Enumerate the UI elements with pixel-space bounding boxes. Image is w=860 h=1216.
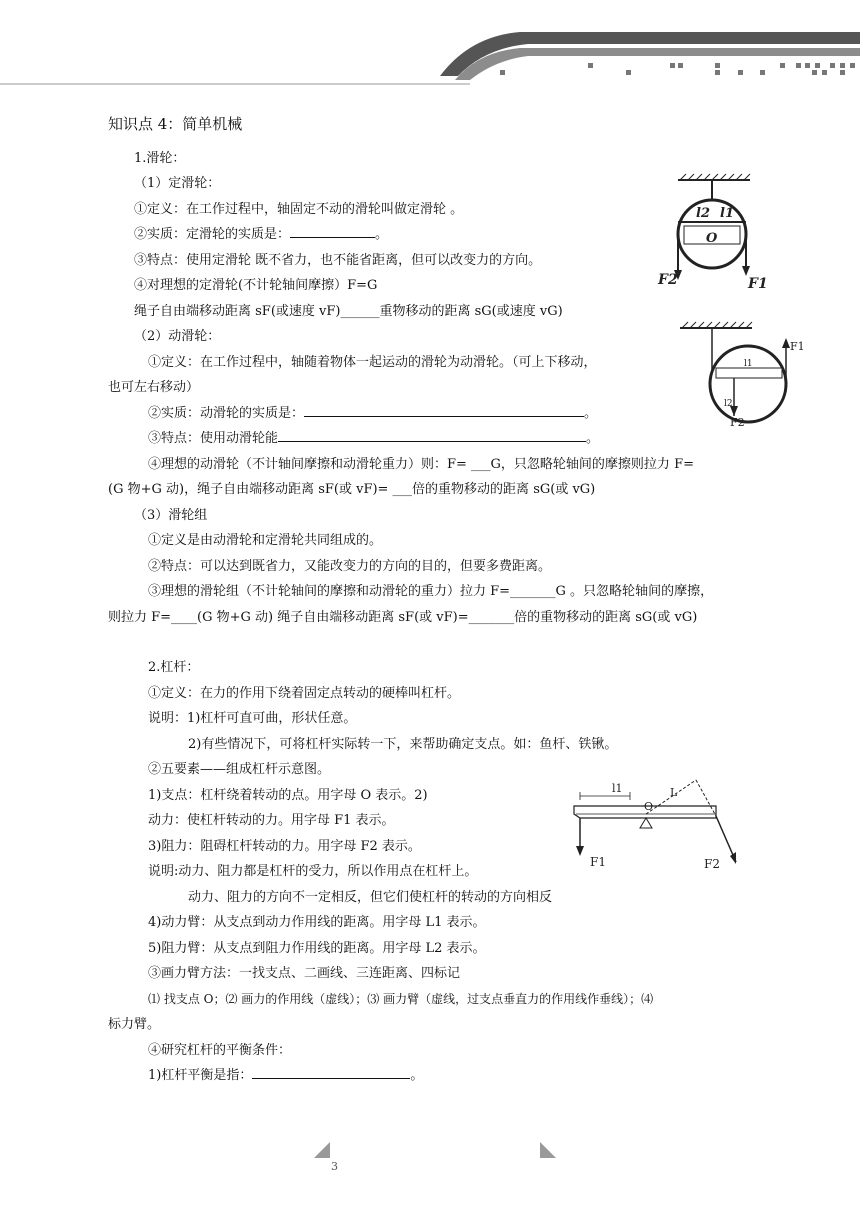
lever-resistance-arm: 5)阻力臂：从支点到阻力作用线的距离。用字母 L2 表示。	[148, 940, 486, 956]
lever-effort-arm: 4)动力臂：从支点到动力作用线的距离。用字母 L1 表示。	[148, 915, 486, 930]
label-l1: l1	[720, 206, 734, 221]
fixed-pulley-figure	[650, 172, 770, 296]
lever-definition: ①定义：在力的作用下绕着固定点转动的硬棒叫杠杆。	[148, 685, 461, 701]
movable-pulley-ideal: ④理想的动滑轮（不计轴间摩擦和动滑轮重力）则：F= ___G，只忽略轮轴间的摩擦则拉力 F=	[148, 456, 694, 472]
lever-arm-steps-cont: 标力臂。	[108, 1017, 161, 1032]
lever-note-3: 说明:动力、阻力都是杠杆的受力，所以作用点在杠杆上。	[148, 864, 478, 879]
pulley-heading: 1.滑轮：	[134, 150, 186, 166]
label-o: O	[644, 800, 654, 813]
lever-balance-heading: ④研究杠杆的平衡条件：	[148, 1042, 292, 1058]
prev-page-triangle-icon	[312, 1140, 332, 1160]
label-l2: l2	[696, 206, 710, 221]
next-page-triangle-icon	[538, 1140, 558, 1160]
label-f1: F1	[790, 340, 805, 353]
lever-arm-method: ③画力臂方法：一找支点、二画线、三连距离、四标记	[148, 966, 461, 981]
page-number: 3	[331, 1160, 338, 1173]
pulley-group-ideal: ③理想的滑轮组（不计轮轴间的摩擦和动滑轮的重力）拉力 F=_______G 。只忽略轮轴间的摩擦，	[148, 584, 714, 599]
label-l1: l1	[744, 359, 753, 369]
fill-blank[interactable]	[304, 402, 584, 417]
fixed-pulley-feature: ③特点：使用定滑轮 既不省力，也不能省距离，但可以改变力的方向。	[134, 252, 542, 268]
lever-effort: 动力：使杠杆转动的力。用字母 F1 表示。	[148, 813, 395, 828]
pulley-group-feature: ②特点：可以达到既省力，又能改变力的方向的目的，但要多费距离。	[148, 558, 552, 574]
fixed-pulley-essence: ②实质：定滑轮的实质是： 。	[108, 222, 788, 248]
fill-blank[interactable]	[290, 223, 375, 238]
movable-pulley-heading: （2）动滑轮：	[134, 329, 221, 344]
lever-arm-steps: ⑴ 找支点 O；⑵ 画力的作用线（虚线）；⑶ 画力臂（虚线，过支点垂直力的作用线作垂线）；⑷	[148, 991, 654, 1006]
pulley-group-definition: ①定义是由动滑轮和定滑轮共同组成的。	[148, 533, 383, 548]
fill-blank[interactable]	[252, 1064, 410, 1079]
lever-figure	[566, 770, 746, 876]
lever-balance-definition: 1)杠杆平衡是指： 。	[108, 1063, 788, 1089]
lever-note-2: 2)有些情况下，可将杠杆实际转一下，来帮助确定支点。如：鱼杆、铁锹。	[188, 736, 618, 752]
label-f2: F2	[730, 416, 745, 429]
lever-note-1: 说明：1)杠杆可直可曲，形状任意。	[148, 711, 357, 726]
movable-pulley-definition: ①定义：在工作过程中，轴随着物体一起运动的滑轮为动滑轮。（可上下移动，	[148, 354, 597, 370]
fixed-pulley-ideal: ④对理想的定滑轮(不计轮轴间摩擦）F=G	[134, 278, 378, 293]
label-o: O	[706, 231, 718, 246]
label-f2: F2	[704, 857, 720, 871]
page-header-band	[0, 0, 860, 90]
label-l1: l1	[612, 782, 623, 795]
lever-fulcrum: 1)支点：杠杆绕着转动的点。用字母 O 表示。2)	[148, 787, 428, 803]
lever-resistance: 3)阻力：阻碍杠杆转动的力。用字母 F2 表示。	[148, 838, 421, 854]
label-l2: l2	[724, 399, 733, 409]
fixed-pulley-definition: ①定义：在工作过程中，轴固定不动的滑轮叫做定滑轮 。	[134, 201, 464, 217]
lever-heading: 2.杠杆：	[148, 660, 200, 675]
lever-five-elements: ②五要素——组成杠杆示意图。	[148, 762, 331, 777]
label-f1: F1	[590, 855, 606, 869]
fill-blank[interactable]	[278, 427, 586, 442]
movable-pulley-ideal-cont: (G 物+G 动)，绳子自由端移动距离 sF(或 vF)= ___倍的重物移动的距离 sG(或 vG)	[108, 482, 596, 497]
label-f1: F1	[748, 276, 768, 292]
movable-pulley-definition-cont: 也可左右移动）	[108, 380, 200, 395]
section-title: 知识点 4：简单机械	[108, 115, 243, 133]
label-f2: F2	[658, 272, 678, 288]
label-l2: L	[670, 786, 678, 799]
lever-note-4: 动力、阻力的方向不一定相反，但它们使杠杆的转动的方向相反	[188, 889, 553, 905]
pulley-group-heading: （3）滑轮组	[134, 507, 208, 523]
movable-pulley-essence: ②实质：动滑轮的实质是： 。	[108, 401, 788, 427]
movable-pulley-feature: ③特点：使用动滑轮能 。	[108, 426, 788, 452]
fixed-pulley-rope: 绳子自由端移动距离 sF(或速度 vF)______重物移动的距离 sG(或速度 vG)	[134, 303, 563, 319]
movable-pulley-figure	[672, 318, 812, 430]
fixed-pulley-heading: （1）定滑轮：	[134, 176, 221, 191]
pulley-group-ideal-cont: 则拉力 F=____(G 物+G 动) 绳子自由端移动距离 sF(或 vF)=_______倍的重物移动的距离 sG(或 vG)	[108, 609, 698, 625]
